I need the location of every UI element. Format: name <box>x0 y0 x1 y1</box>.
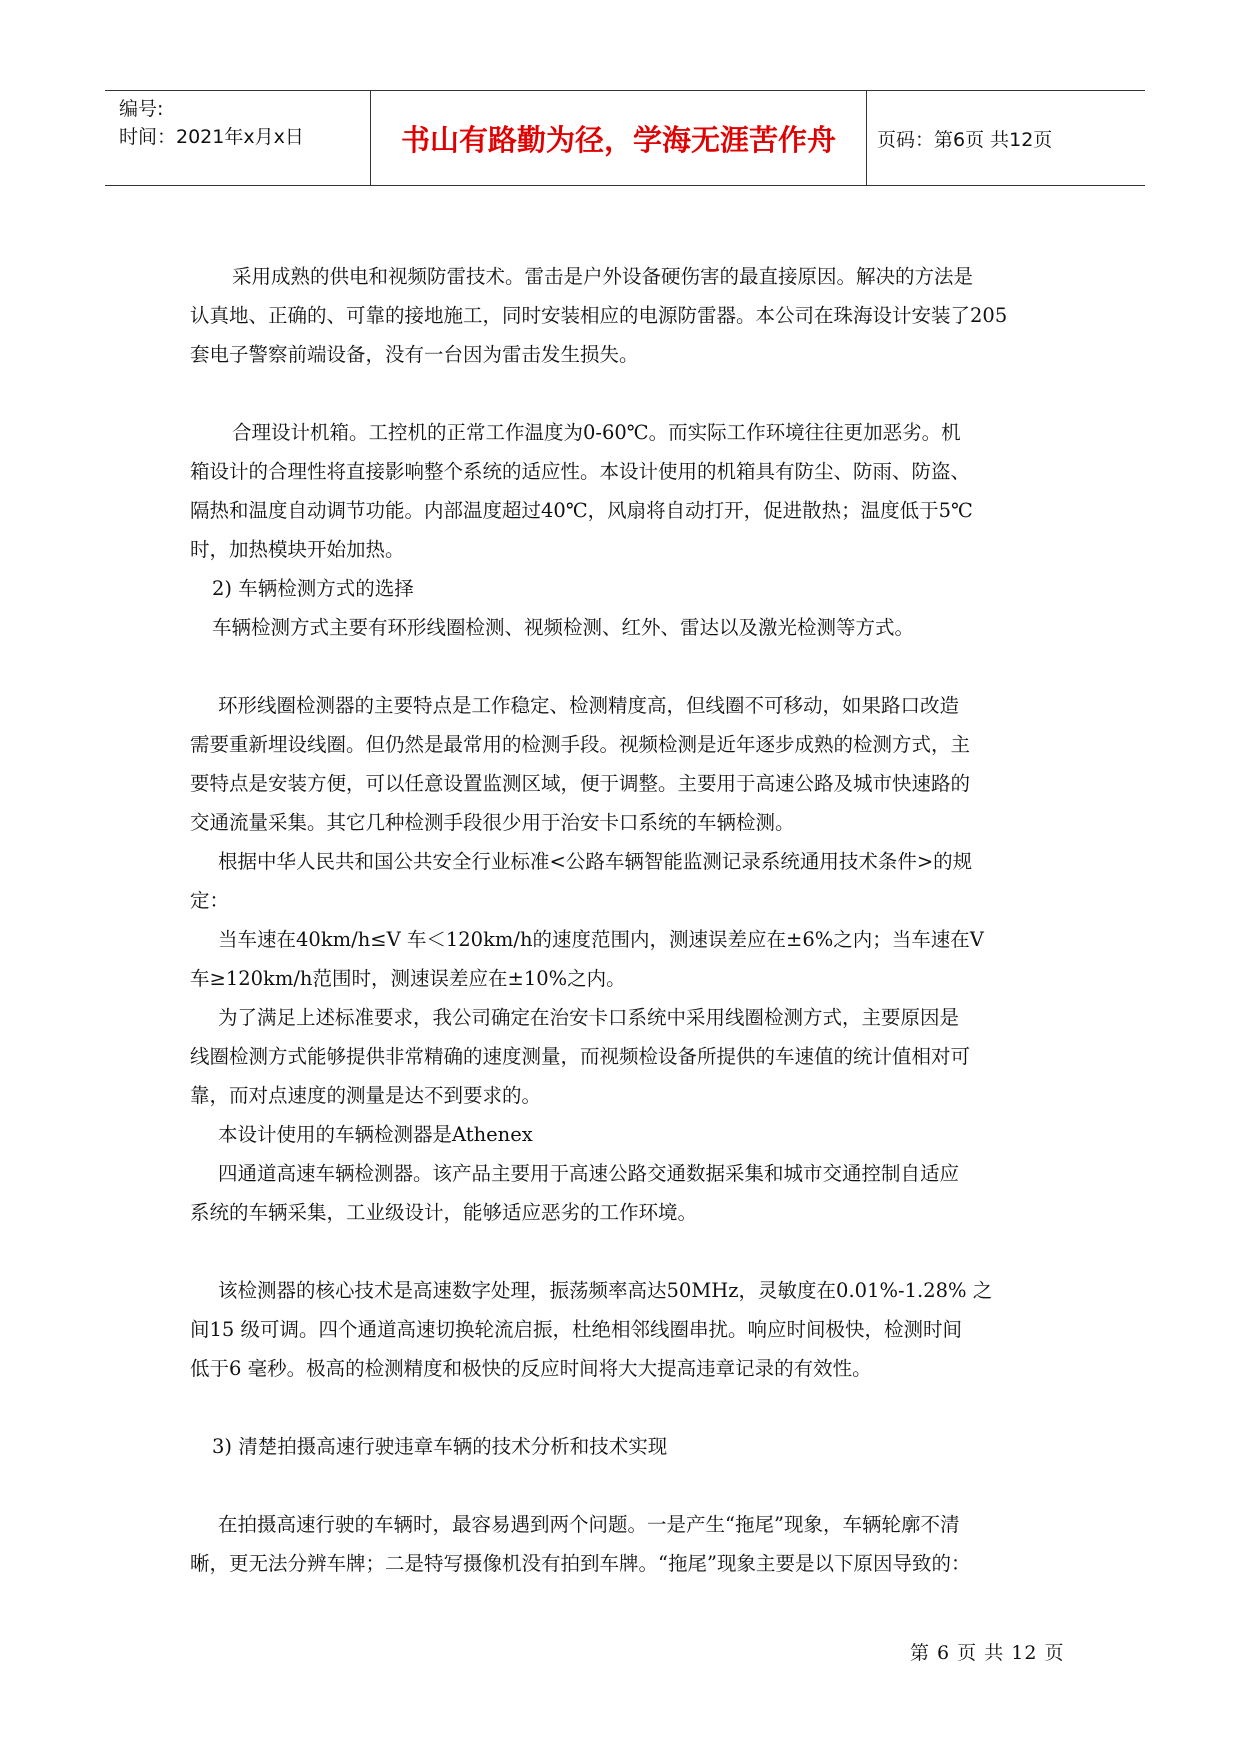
paragraph-line: 认真地、正确的、可靠的接地施工，同时安装相应的电源防雷器。本公司在珠海设计安装了205 <box>190 304 1008 327</box>
paragraph-line: 箱设计的合理性将直接影响整个系统的适应性。本设计使用的机箱具有防尘、防雨、防盗、 <box>190 460 971 483</box>
paragraph-line: 根据中华人民共和国公共安全行业标准<公路车辆智能监测记录系统通用技术条件>的规 <box>218 850 973 873</box>
paragraph-line: 系统的车辆采集，工业级设计，能够适应恶劣的工作环境。 <box>190 1201 698 1224</box>
paragraph-line: 交通流量采集。其它几种检测手段很少用于治安卡口系统的车辆检测。 <box>190 811 795 834</box>
paragraph-line: 四通道高速车辆检测器。该产品主要用于高速公路交通数据采集和城市交通控制自适应 <box>218 1162 960 1185</box>
paragraph-line: 在拍摄高速行驶的车辆时，最容易遇到两个问题。一是产生“拖尾”现象，车辆轮廓不清 <box>218 1513 960 1536</box>
paragraph-line: 采用成熟的供电和视频防雷技术。雷击是户外设备硬伤害的最直接原因。解决的方法是 <box>232 265 974 288</box>
paragraph-line: 为了满足上述标准要求，我公司确定在治安卡口系统中采用线圈检测方式，主要原因是 <box>218 1006 960 1029</box>
paragraph-line: 靠，而对点速度的测量是达不到要求的。 <box>190 1084 542 1107</box>
paragraph-line: 本设计使用的车辆检测器是Athenex <box>218 1123 533 1146</box>
paragraph-line: 合理设计机箱。工控机的正常工作温度为0-60℃。而实际工作环境往往更加恶劣。机 <box>232 421 961 444</box>
paragraph-line: 需要重新埋设线圈。但仍然是最常用的检测手段。视频检测是近年逐步成熟的检测方式，主 <box>190 733 971 756</box>
document-time-label: 时间：2021年x月x日 <box>119 126 304 148</box>
paragraph-line: 晰，更无法分辨车牌；二是特写摄像机没有拍到车牌。“拖尾”现象主要是以下原因导致的： <box>190 1552 971 1575</box>
section-heading: 2) 车辆检测方式的选择 <box>212 577 414 600</box>
document-body <box>190 257 1062 1583</box>
header-info <box>119 95 369 151</box>
paragraph-line: 间15 级可调。四个通道高速切换轮流启振，杜绝相邻线圈串扰。响应时间极快，检测时间 <box>190 1318 963 1341</box>
document-number-label: 编号: <box>119 98 164 120</box>
paragraph-line: 隔热和温度自动调节功能。内部温度超过40℃，风扇将自动打开，促进散热；温度低于5℃ <box>190 499 973 522</box>
paragraph-line: 当车速在40km/h≤V 车＜120km/h的速度范围内，测速误差应在±6%之内；当车速在V <box>218 928 984 951</box>
paragraph-line: 时，加热模块开始加热。 <box>190 538 405 561</box>
paragraph-line: 要特点是安装方便，可以任意设置监测区域，便于调整。主要用于高速公路及城市快速路的 <box>190 772 971 795</box>
paragraph-line: 定： <box>190 889 230 912</box>
paragraph-line: 套电子警察前端设备，没有一台因为雷击发生损失。 <box>190 343 639 366</box>
paragraph-line: 低于6 毫秒。极高的检测精度和极快的反应时间将大大提高违章记录的有效性。 <box>190 1357 872 1380</box>
paragraph-line: 线圈检测方式能够提供非常精确的速度测量，而视频检设备所提供的车速值的统计值相对可 <box>190 1045 971 1068</box>
page-footer: 第 6 页 共 12 页 <box>910 1642 1065 1664</box>
paragraph-line: 车辆检测方式主要有环形线圈检测、视频检测、红外、雷达以及激光检测等方式。 <box>212 616 915 639</box>
paragraph-line: 环形线圈检测器的主要特点是工作稳定、检测精度高，但线圈不可移动，如果路口改造 <box>218 694 960 717</box>
header-page-label: 页码：第6页 共12页 <box>877 128 1053 151</box>
header-motto: 书山有路勤为径，学海无涯苦作舟 <box>370 91 867 185</box>
page-header <box>105 90 1145 186</box>
paragraph-line: 该检测器的核心技术是高速数字处理，振荡频率高达50MHz，灵敏度在0.01%-1.28% 之 <box>218 1279 993 1302</box>
paragraph-line: 车≥120km/h范围时，测速误差应在±10%之内。 <box>190 967 626 990</box>
section-heading: 3) 清楚拍摄高速行驶违章车辆的技术分析和技术实现 <box>212 1435 668 1458</box>
